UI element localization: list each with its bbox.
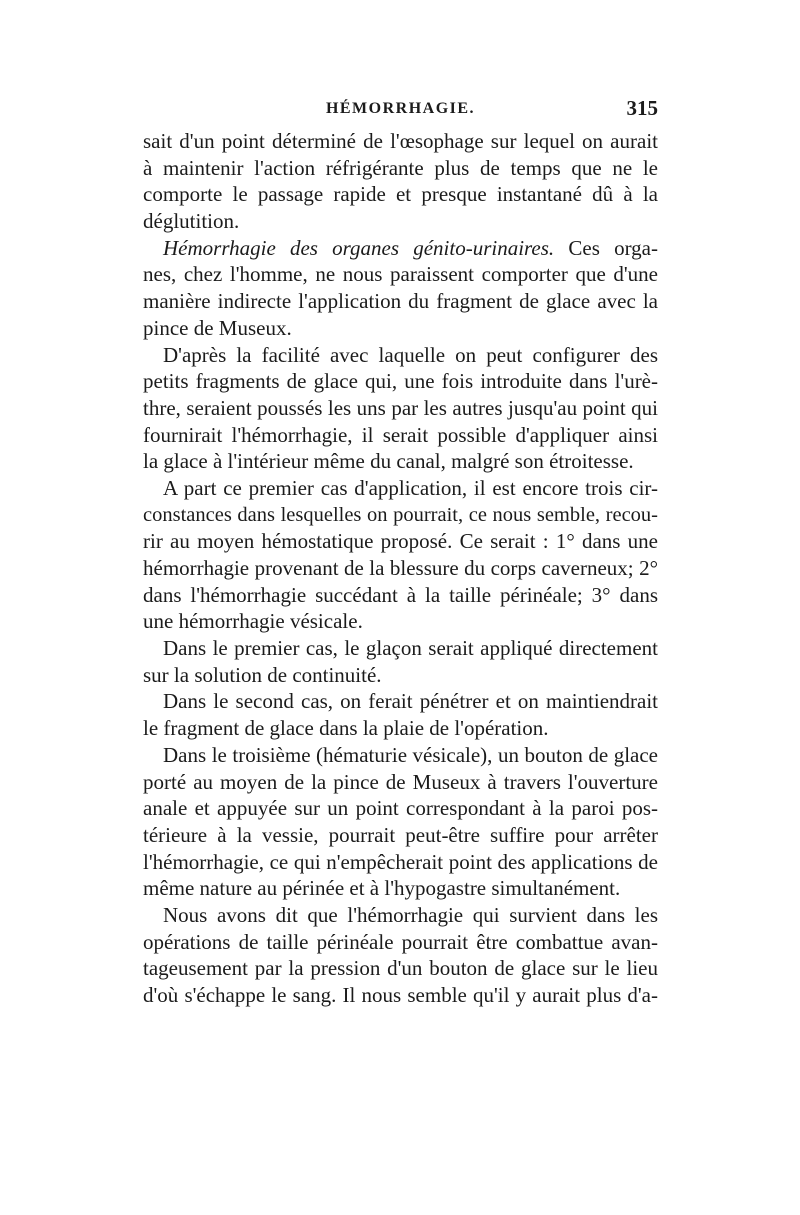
text-line xyxy=(143,742,658,769)
text-line xyxy=(143,635,658,662)
text-line xyxy=(143,929,658,956)
text-line xyxy=(143,849,658,876)
line-text: constances dans lesquelles on pourrait, ce nous semble, recou- xyxy=(143,503,658,526)
text-line xyxy=(143,528,658,555)
section-heading-italic: Hémorrhagie des organes génito-urinaires. xyxy=(163,235,555,260)
line-text: petits fragments de glace qui, une fois introduite dans l'urè- xyxy=(143,369,658,394)
text-line xyxy=(143,582,658,609)
line-text: Ces orga- xyxy=(554,235,658,260)
line-text: à maintenir l'action réfrigérante plus de temps que ne le xyxy=(143,155,658,180)
line-text: anale et appuyée sur un point correspondant à la paroi pos- xyxy=(143,796,658,821)
line-text: thre, seraient poussés les uns par les autres jusqu'au point qui xyxy=(143,395,658,420)
text-line xyxy=(143,128,658,155)
line-text: nes, chez l'homme, ne nous paraissent comporter que d'une xyxy=(143,262,658,287)
line-text: la glace à l'intérieur même du canal, malgré son étroitesse. xyxy=(143,449,634,474)
line-text: le fragment de glace dans la plaie de l'opération. xyxy=(143,716,549,741)
text-line xyxy=(143,902,658,929)
text-line xyxy=(143,208,658,235)
line-text: même nature au périnée et à l'hypogastre simultanément. xyxy=(143,876,621,901)
line-text: Nous avons dit que l'hémorrhagie qui survient dans les xyxy=(163,902,658,927)
text-line xyxy=(143,395,658,422)
text-line xyxy=(143,769,658,796)
text-line xyxy=(143,688,658,715)
text-line xyxy=(143,982,658,1009)
line-text: opérations de taille périnéale pourrait être combattue avan- xyxy=(143,929,658,954)
page-number: 315 xyxy=(626,96,658,120)
line-text: l'hémorrhagie, ce qui n'empêcherait point des applications de xyxy=(143,849,658,874)
line-text: pince de Museux. xyxy=(143,315,292,340)
line-text: comporte le passage rapide et presque instantané dû à la xyxy=(143,182,658,207)
running-head xyxy=(143,96,658,126)
line-text: manière indirecte l'application du fragment de glace avec la xyxy=(143,289,658,314)
text-line xyxy=(143,342,658,369)
text-line xyxy=(143,155,658,182)
text-line xyxy=(143,475,658,502)
text-line xyxy=(143,235,658,262)
line-text: Dans le second cas, on ferait pénétrer et on maintiendrait xyxy=(163,689,658,714)
line-text: tageusement par la pression d'un bouton de glace sur le lieu xyxy=(143,956,658,981)
line-text: Dans le premier cas, le glaçon serait appliqué directement xyxy=(163,636,658,661)
text-line xyxy=(143,795,658,822)
text-line xyxy=(143,502,658,529)
running-title: HÉMORRHAGIE. xyxy=(325,100,476,117)
line-text: hémorrhagie provenant de la blessure du corps caverneux; 2° xyxy=(143,556,658,580)
text-line xyxy=(143,822,658,849)
text-line xyxy=(143,715,658,742)
text-line xyxy=(143,368,658,395)
text-line xyxy=(143,608,658,635)
text-line xyxy=(143,662,658,689)
line-text: sait d'un point déterminé de l'œsophage sur lequel on aurait xyxy=(143,129,658,153)
text-line xyxy=(143,422,658,449)
text-line xyxy=(143,955,658,982)
body-text xyxy=(143,128,658,1009)
text-line xyxy=(143,555,658,582)
line-text: A part ce premier cas d'application, il est encore trois cir- xyxy=(163,475,658,500)
text-line xyxy=(143,875,658,902)
line-text: Dans le troisième (hématurie vésicale), un bouton de glace xyxy=(163,742,658,767)
line-text: D'après la facilité avec laquelle on peut configurer des xyxy=(163,342,658,367)
text-line xyxy=(143,288,658,315)
line-text: une hémorrhagie vésicale. xyxy=(143,609,363,634)
text-line xyxy=(143,181,658,208)
text-line xyxy=(143,315,658,342)
line-text: térieure à la vessie, pourrait peut-être suffire pour arrêter xyxy=(143,822,658,847)
text-line xyxy=(143,448,658,475)
line-text: d'où s'échappe le sang. Il nous semble qu'il y aurait plus d'a- xyxy=(143,983,658,1007)
text-line xyxy=(143,261,658,288)
line-text: porté au moyen de la pince de Museux à travers l'ouverture xyxy=(143,769,658,794)
line-text: déglutition. xyxy=(143,209,240,234)
line-text: fournirait l'hémorrhagie, il serait possible d'appliquer ainsi xyxy=(143,422,658,447)
line-text: rir au moyen hémostatique proposé. Ce serait : 1° dans une xyxy=(143,529,658,554)
line-text: sur la solution de continuité. xyxy=(143,662,382,687)
line-text: dans l'hémorrhagie succédant à la taille périnéale; 3° dans xyxy=(143,582,658,607)
